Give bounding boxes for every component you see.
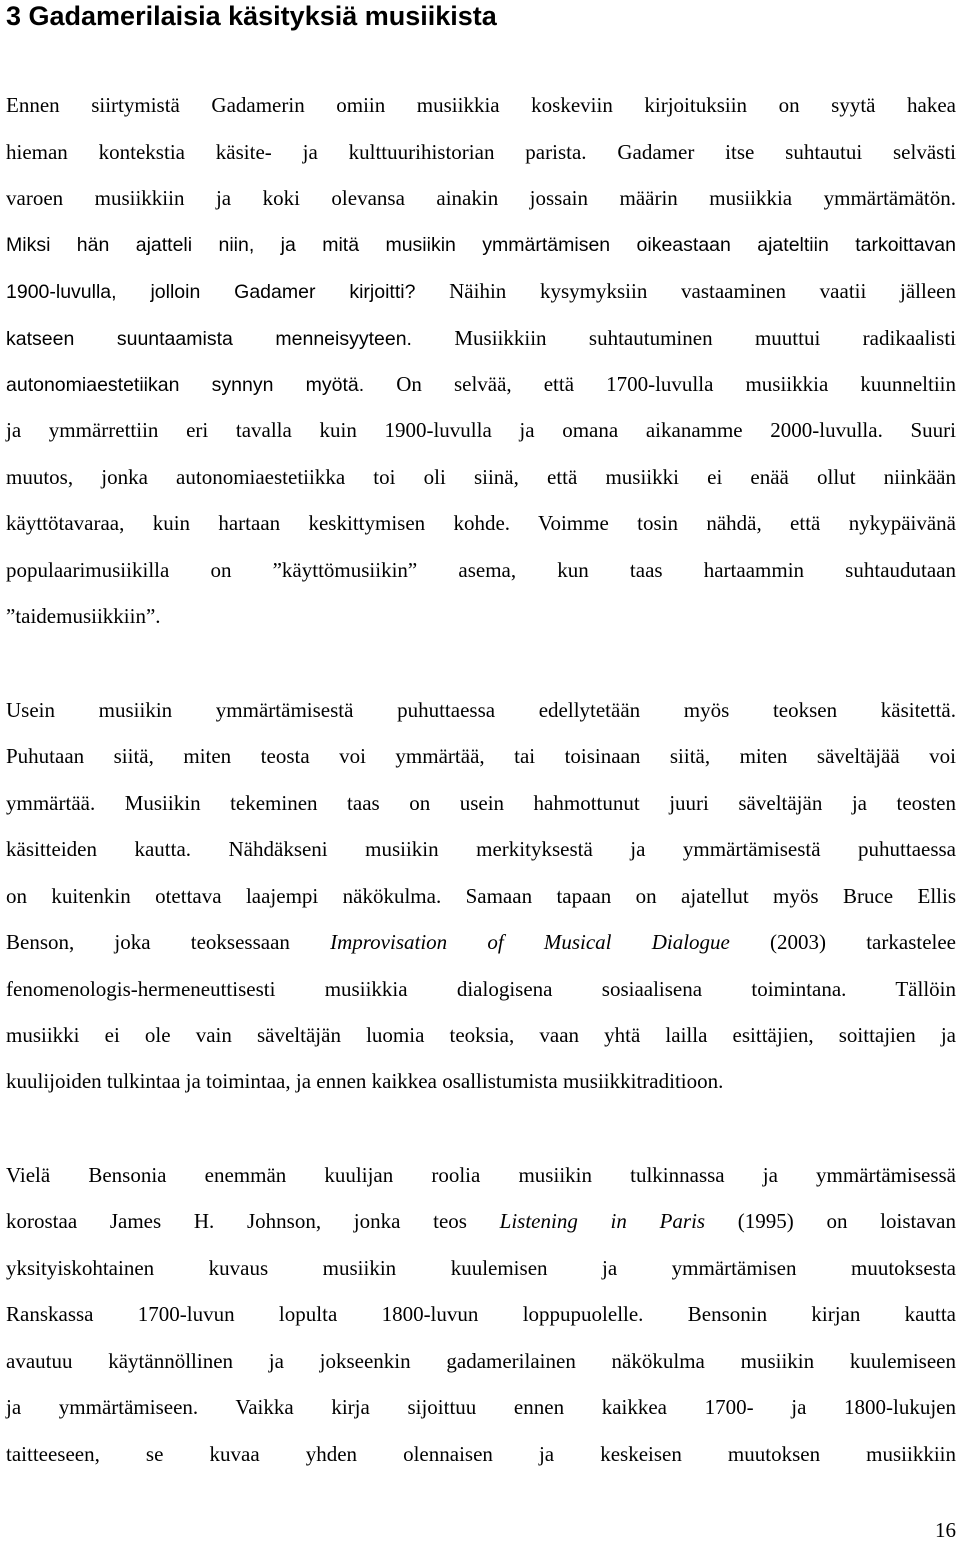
line-segment: (2003) tarkastelee [770,930,956,954]
paragraph-line: Ranskassa 1700-luvun lopulta 1800-luvun loppupuolelle. Bensonin kirjan kautta [6,1302,956,1326]
line-segment: Musiikkiin suhtautuminen muuttui radikaalisti [411,326,956,350]
line-segment: 1900-luvulla, jolloin Gadamer kirjoitti? [6,281,416,303]
paragraph-line: fenomenologis-hermeneuttisesti musiikkia dialogisena sosiaalisena toimintana. Tällöin [6,977,956,1001]
line-segment: Näihin kysymyksiin vastaaminen vaatii jälleen [415,279,956,303]
line-segment: (1995) on loistavan [737,1209,956,1233]
paragraph-line: avautuu käytännöllinen ja jokseenkin gadamerilainen näkökulma musiikin kuulemiseen [6,1349,956,1373]
paragraph-line: yksityiskohtainen kuvaus musiikin kuulemisen ja ymmärtämisen muutoksesta [6,1256,956,1280]
book-title: Improvisation of Musical Dialogue [330,930,730,954]
paragraph-line: Vielä Bensonia enemmän kuulijan roolia musiikin tulkinnassa ja ymmärtämisessä [6,1163,956,1187]
paragraph-line: ja ymmärtämiseen. Vaikka kirja sijoittuu ennen kaikkea 1700- ja 1800-lukujen [6,1395,956,1419]
page-number: 16 [935,1518,956,1542]
paragraph-line [6,323,956,353]
paragraph-line: taitteeseen, se kuvaa yhden olennaisen ja keskeisen muutoksen musiikkiin [6,1442,956,1466]
paragraph-line: Ennen siirtymistä Gadamerin omiin musiikkia koskeviin kirjoituksiin on syytä hakea [6,93,956,117]
paragraph-line [6,927,956,957]
book-title: Listening in Paris [499,1209,706,1233]
paragraph-line: muutos, jonka autonomiaestetiikka toi oli siinä, että musiikki ei enää ollut niinkään [6,465,956,489]
paragraph-line: käyttötavaraa, kuin hartaan keskittymisen kohde. Voimme tosin nähdä, että nykypäivänä [6,511,956,535]
line-segment: Benson, joka teoksessaan [6,930,290,954]
paragraph-line: kuulijoiden tulkintaa ja toimintaa, ja ennen kaikkea osallistumista musiikkitraditioon. [6,1069,724,1093]
line-segment: autonomiaestetiikan synnyn myötä. [6,374,365,396]
paragraph-line: Miksi hän ajatteli niin, ja mitä musiikin ymmärtämisen oikeastaan ajateltiin tarkoittavan [6,234,956,256]
paragraph-line: hieman kontekstia käsite- ja kulttuurihistorian parista. Gadamer itse suhtautui selvästi [6,140,956,164]
paragraph-line [6,369,956,399]
section-heading: 3 Gadamerilaisia käsityksiä musiikista [6,1,497,31]
paragraph-line [6,1206,956,1236]
paragraph-line: on kuitenkin otettava laajempi näkökulma. Samaan tapaan on ajatellut myös Bruce Ellis [6,884,956,908]
paragraph-line: ja ymmärrettiin eri tavalla kuin 1900-luvulla ja omana aikanamme 2000-luvulla. Suuri [6,418,956,442]
paragraph-line: populaarimusiikilla on ”käyttömusiikin” asema, kun taas hartaammin suhtaudutaan [6,558,956,582]
line-segment: On selvää, että 1700-luvulla musiikkia kuunneltiin [364,372,956,396]
paragraph-line: ymmärtää. Musiikin tekeminen taas on usein hahmottunut juuri säveltäjän ja teosten [6,791,956,815]
paragraph-line: varoen musiikkiin ja koki olevansa ainakin jossain määrin musiikkia ymmärtämätön. [6,186,956,210]
paragraph-line [6,276,956,306]
paragraph-line: musiikki ei ole vain säveltäjän luomia teoksia, vaan yhtä lailla esittäjien, soittajien ja [6,1023,956,1047]
paragraph-line: käsitteiden kautta. Nähdäkseni musiikin merkityksestä ja ymmärtämisestä puhuttaessa [6,837,956,861]
paragraph-line: Usein musiikin ymmärtämisestä puhuttaessa edellytetään myös teoksen käsitettä. [6,698,956,722]
paragraph-line: ”taidemusiikkiin”. [6,604,161,628]
line-segment: katseen suuntaamista menneisyyteen. [6,328,412,350]
line-segment: korostaa James H. Johnson, jonka teos [6,1209,467,1233]
paragraph-line: Puhutaan siitä, miten teosta voi ymmärtää, tai toisinaan siitä, miten säveltäjää voi [6,744,956,768]
